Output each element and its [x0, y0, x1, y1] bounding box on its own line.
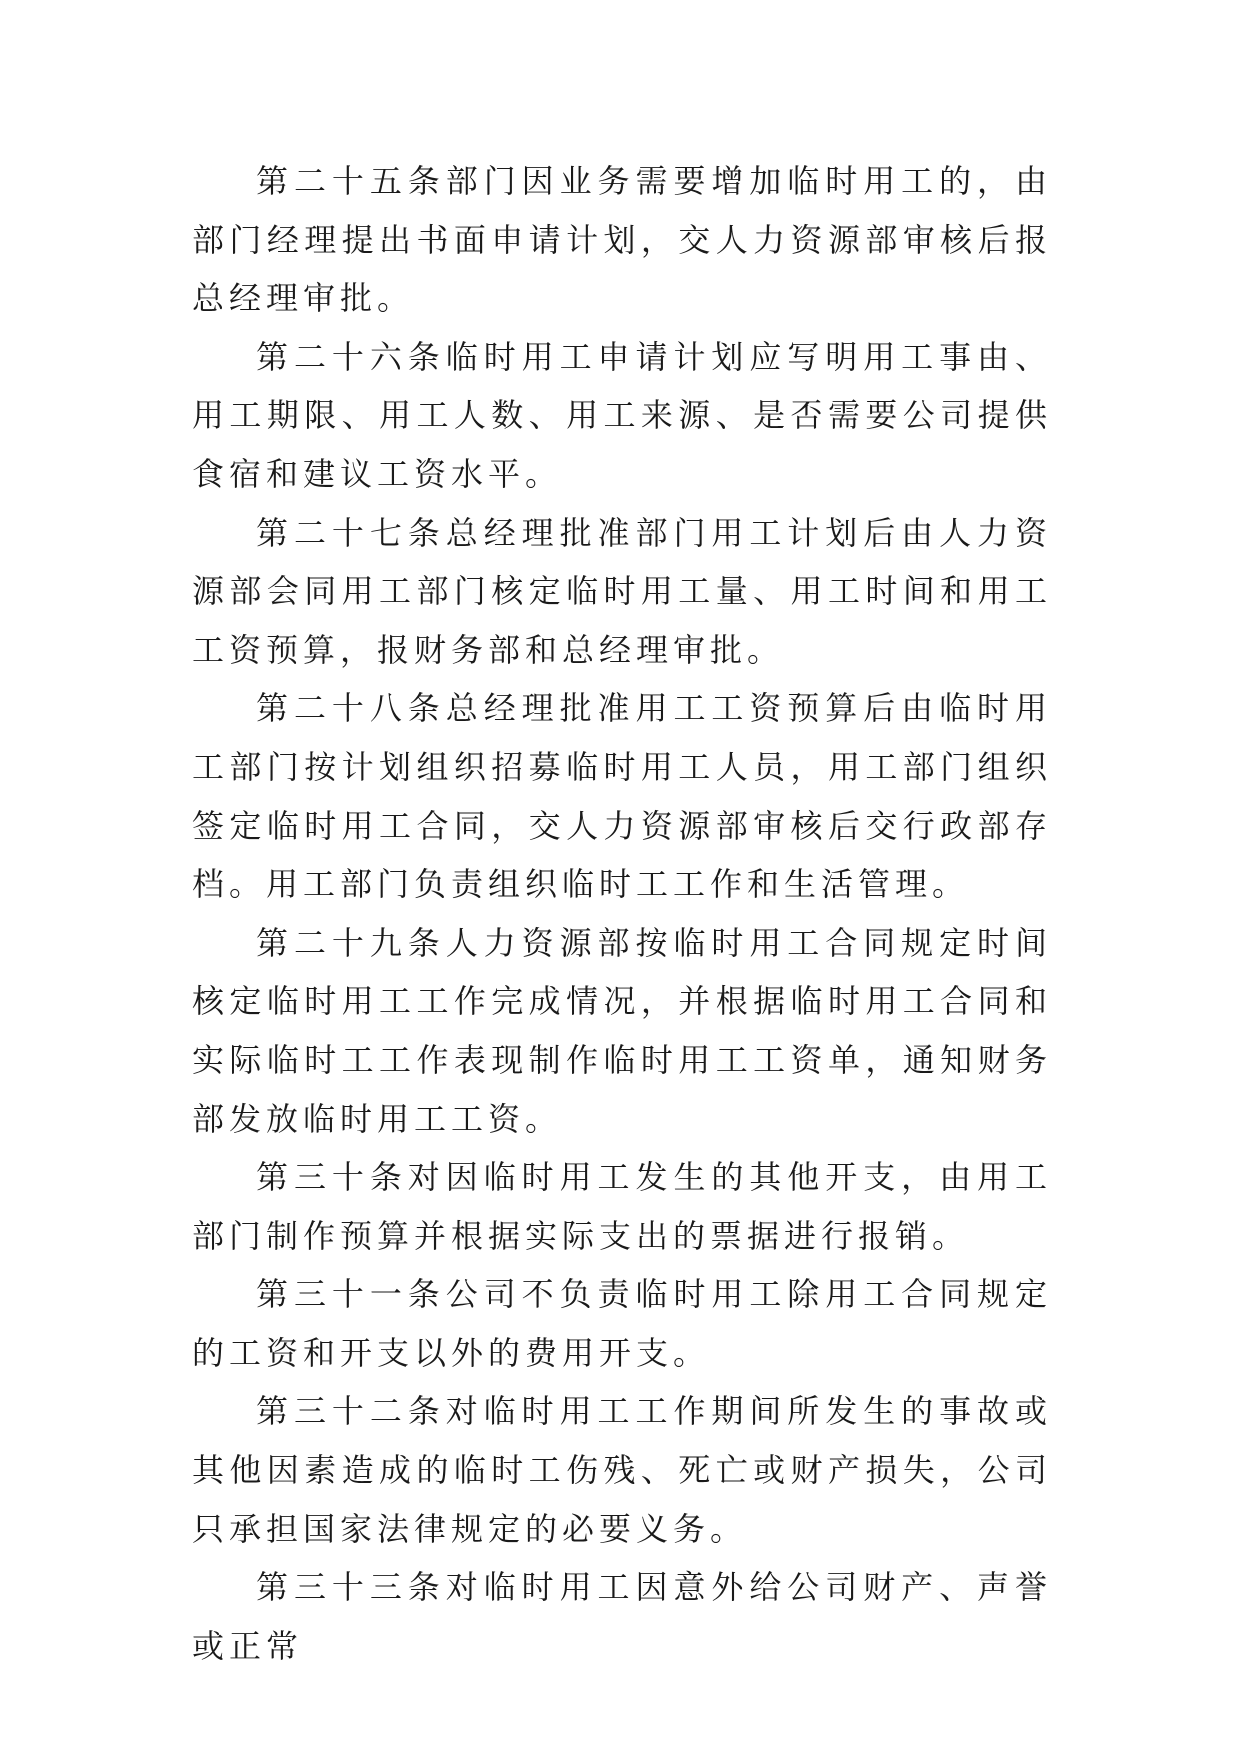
article-26-paragraph: 第二十六条临时用工申请计划应写明用工事由、用工期限、用工人数、用工来源、是否需要公司提供食宿和建议工资水平。 [192, 337, 1052, 493]
article-31-paragraph: 第三十一条公司不负责临时用工除用工合同规定的工资和开支以外的费用开支。 [192, 1275, 1052, 1372]
article-25-paragraph: 第二十五条部门因业务需要增加临时用工的，由部门经理提出书面申请计划，交人力资源部审核后报总经理审批。 [192, 162, 1052, 318]
article-28-paragraph: 第二十八条总经理批准用工工资预算后由临时用工部门按计划组织招募临时用工人员，用工部门组织签定临时用工合同，交人力资源部审核后交行政部存档。用工部门负责组织临时工工作和生活管理。 [192, 689, 1052, 904]
article-32-paragraph: 第三十二条对临时用工工作期间所发生的事故或其他因素造成的临时工伤残、死亡或财产损失，公司只承担国家法律规定的必要义务。 [192, 1392, 1052, 1548]
article-27-paragraph: 第二十七条总经理批准部门用工计划后由人力资源部会同用工部门核定临时用工量、用工时间和用工工资预算，报财务部和总经理审批。 [192, 513, 1052, 669]
article-29-paragraph: 第二十九条人力资源部按临时用工合同规定时间核定临时用工工作完成情况，并根据临时用工合同和实际临时工工作表现制作临时用工工资单，通知财务部发放临时用工工资。 [192, 923, 1052, 1138]
document-page [192, 152, 1052, 1675]
article-30-paragraph: 第三十条对因临时用工发生的其他开支，由用工部门制作预算并根据实际支出的票据进行报销。 [192, 1158, 1052, 1255]
article-33-paragraph: 第三十三条对临时用工因意外给公司财产、声誉或正常 [192, 1568, 1052, 1665]
